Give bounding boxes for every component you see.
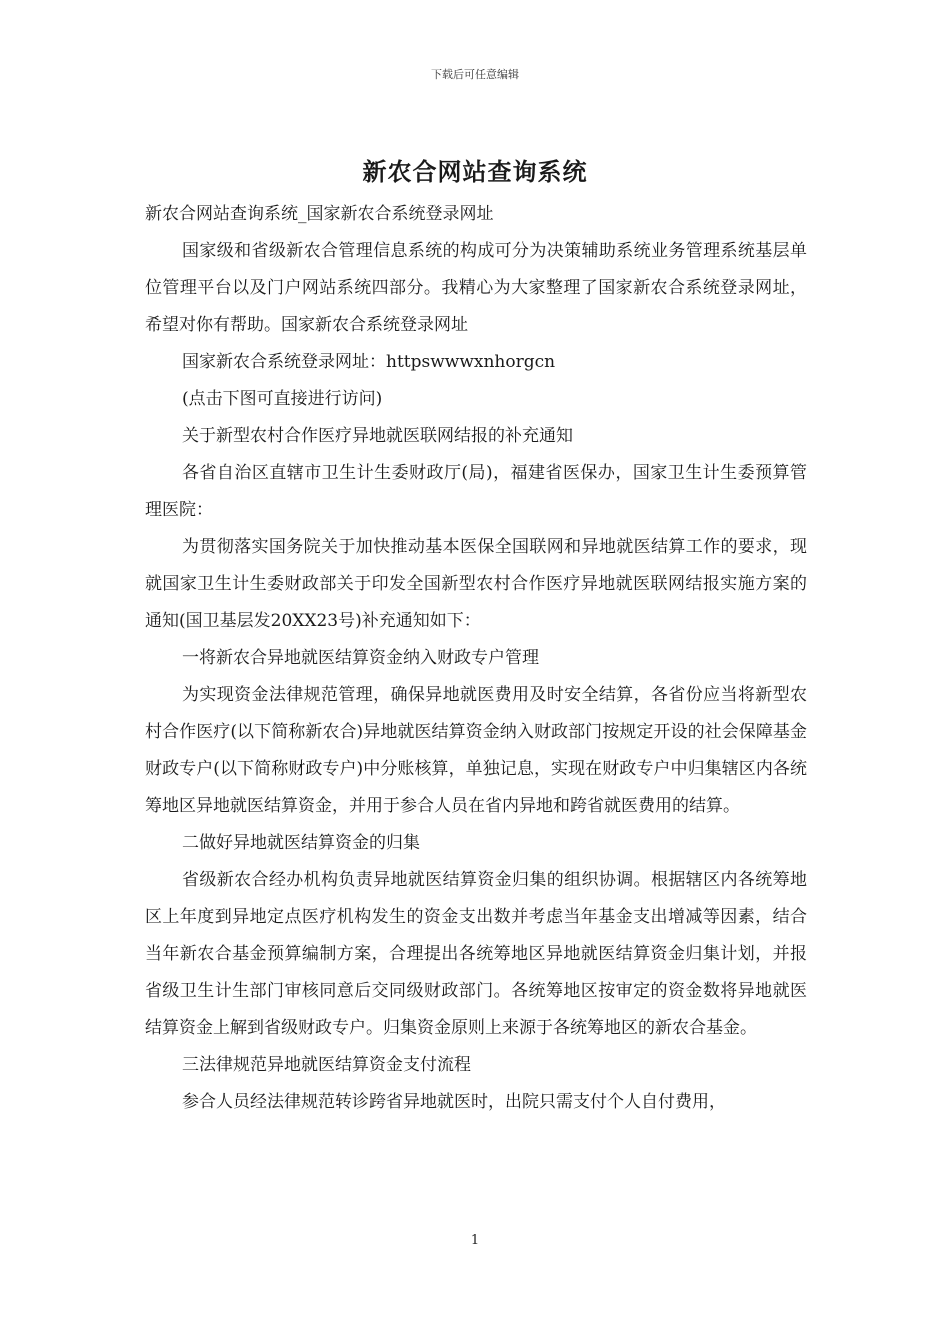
paragraph: 关于新型农村合作医疗异地就医联网结报的补充通知 — [182, 426, 573, 446]
document-title: 新农合网站查询系统 — [362, 157, 588, 186]
paragraph: 各省自治区直辖市卫生计生委财政厅(局)，福建省医保办，国家卫生计生委预算管理医院： — [145, 463, 807, 520]
paragraph: (点击下图可直接进行访问) — [182, 389, 383, 409]
page-number: 1 — [470, 1233, 480, 1248]
paragraph: 一将新农合异地就医结算资金纳入财政专户管理 — [182, 648, 539, 668]
document-body — [145, 196, 807, 1121]
paragraph: 三法律规范异地就医结算资金支付流程 — [182, 1055, 471, 1075]
paragraph: 国家级和省级新农合管理信息系统的构成可分为决策辅助系统业务管理系统基层单位管理平台以及门户网站系统四部分。我精心为大家整理了国家新农合系统登录网址，希望对你有帮助。国家新农合系统登录网址 — [145, 241, 807, 335]
paragraph: 二做好异地就医结算资金的归集 — [182, 833, 420, 853]
paragraph: 参合人员经法律规范转诊跨省异地就医时，出院只需支付个人自付费用， — [182, 1092, 726, 1112]
paragraph: 省级新农合经办机构负责异地就医结算资金归集的组织协调。根据辖区内各统筹地区上年度到异地定点医疗机构发生的资金支出数并考虑当年基金支出增减等因素，结合当年新农合基金预算编制方案，合理提出各统筹地区异地就医结算资金归集计划，并报省级卫生计生部门审核同意后交同级财政部门。各统筹地区按审定的资金数将异地就医结算资金上解到省级财政专户。归集资金原则上来源于各统筹地区的新农合基金。 — [145, 870, 807, 1038]
paragraph: 国家新农合系统登录网址：httpswwwxnhorgcn — [182, 352, 556, 372]
page-header-note: 下载后可任意编辑 — [431, 68, 519, 81]
paragraph: 为实现资金法律规范管理，确保异地就医费用及时安全结算，各省份应当将新型农村合作医疗(以下简称新农合)异地就医结算资金纳入财政部门按规定开设的社会保障基金财政专户(以下简称财政专户)中分账核算，单独记息，实现在财政专户中归集辖区内各统筹地区异地就医结算资金，并用于参合人员在省内异地和跨省就医费用的结算。 — [145, 685, 807, 816]
paragraph: 为贯彻落实国务院关于加快推动基本医保全国联网和异地就医结算工作的要求，现就国家卫生计生委财政部关于印发全国新型农村合作医疗异地就医联网结报实施方案的通知(国卫基层发20XX23号)补充通知如下： — [145, 537, 807, 631]
paragraph: 新农合网站查询系统_国家新农合系统登录网址 — [145, 204, 494, 224]
